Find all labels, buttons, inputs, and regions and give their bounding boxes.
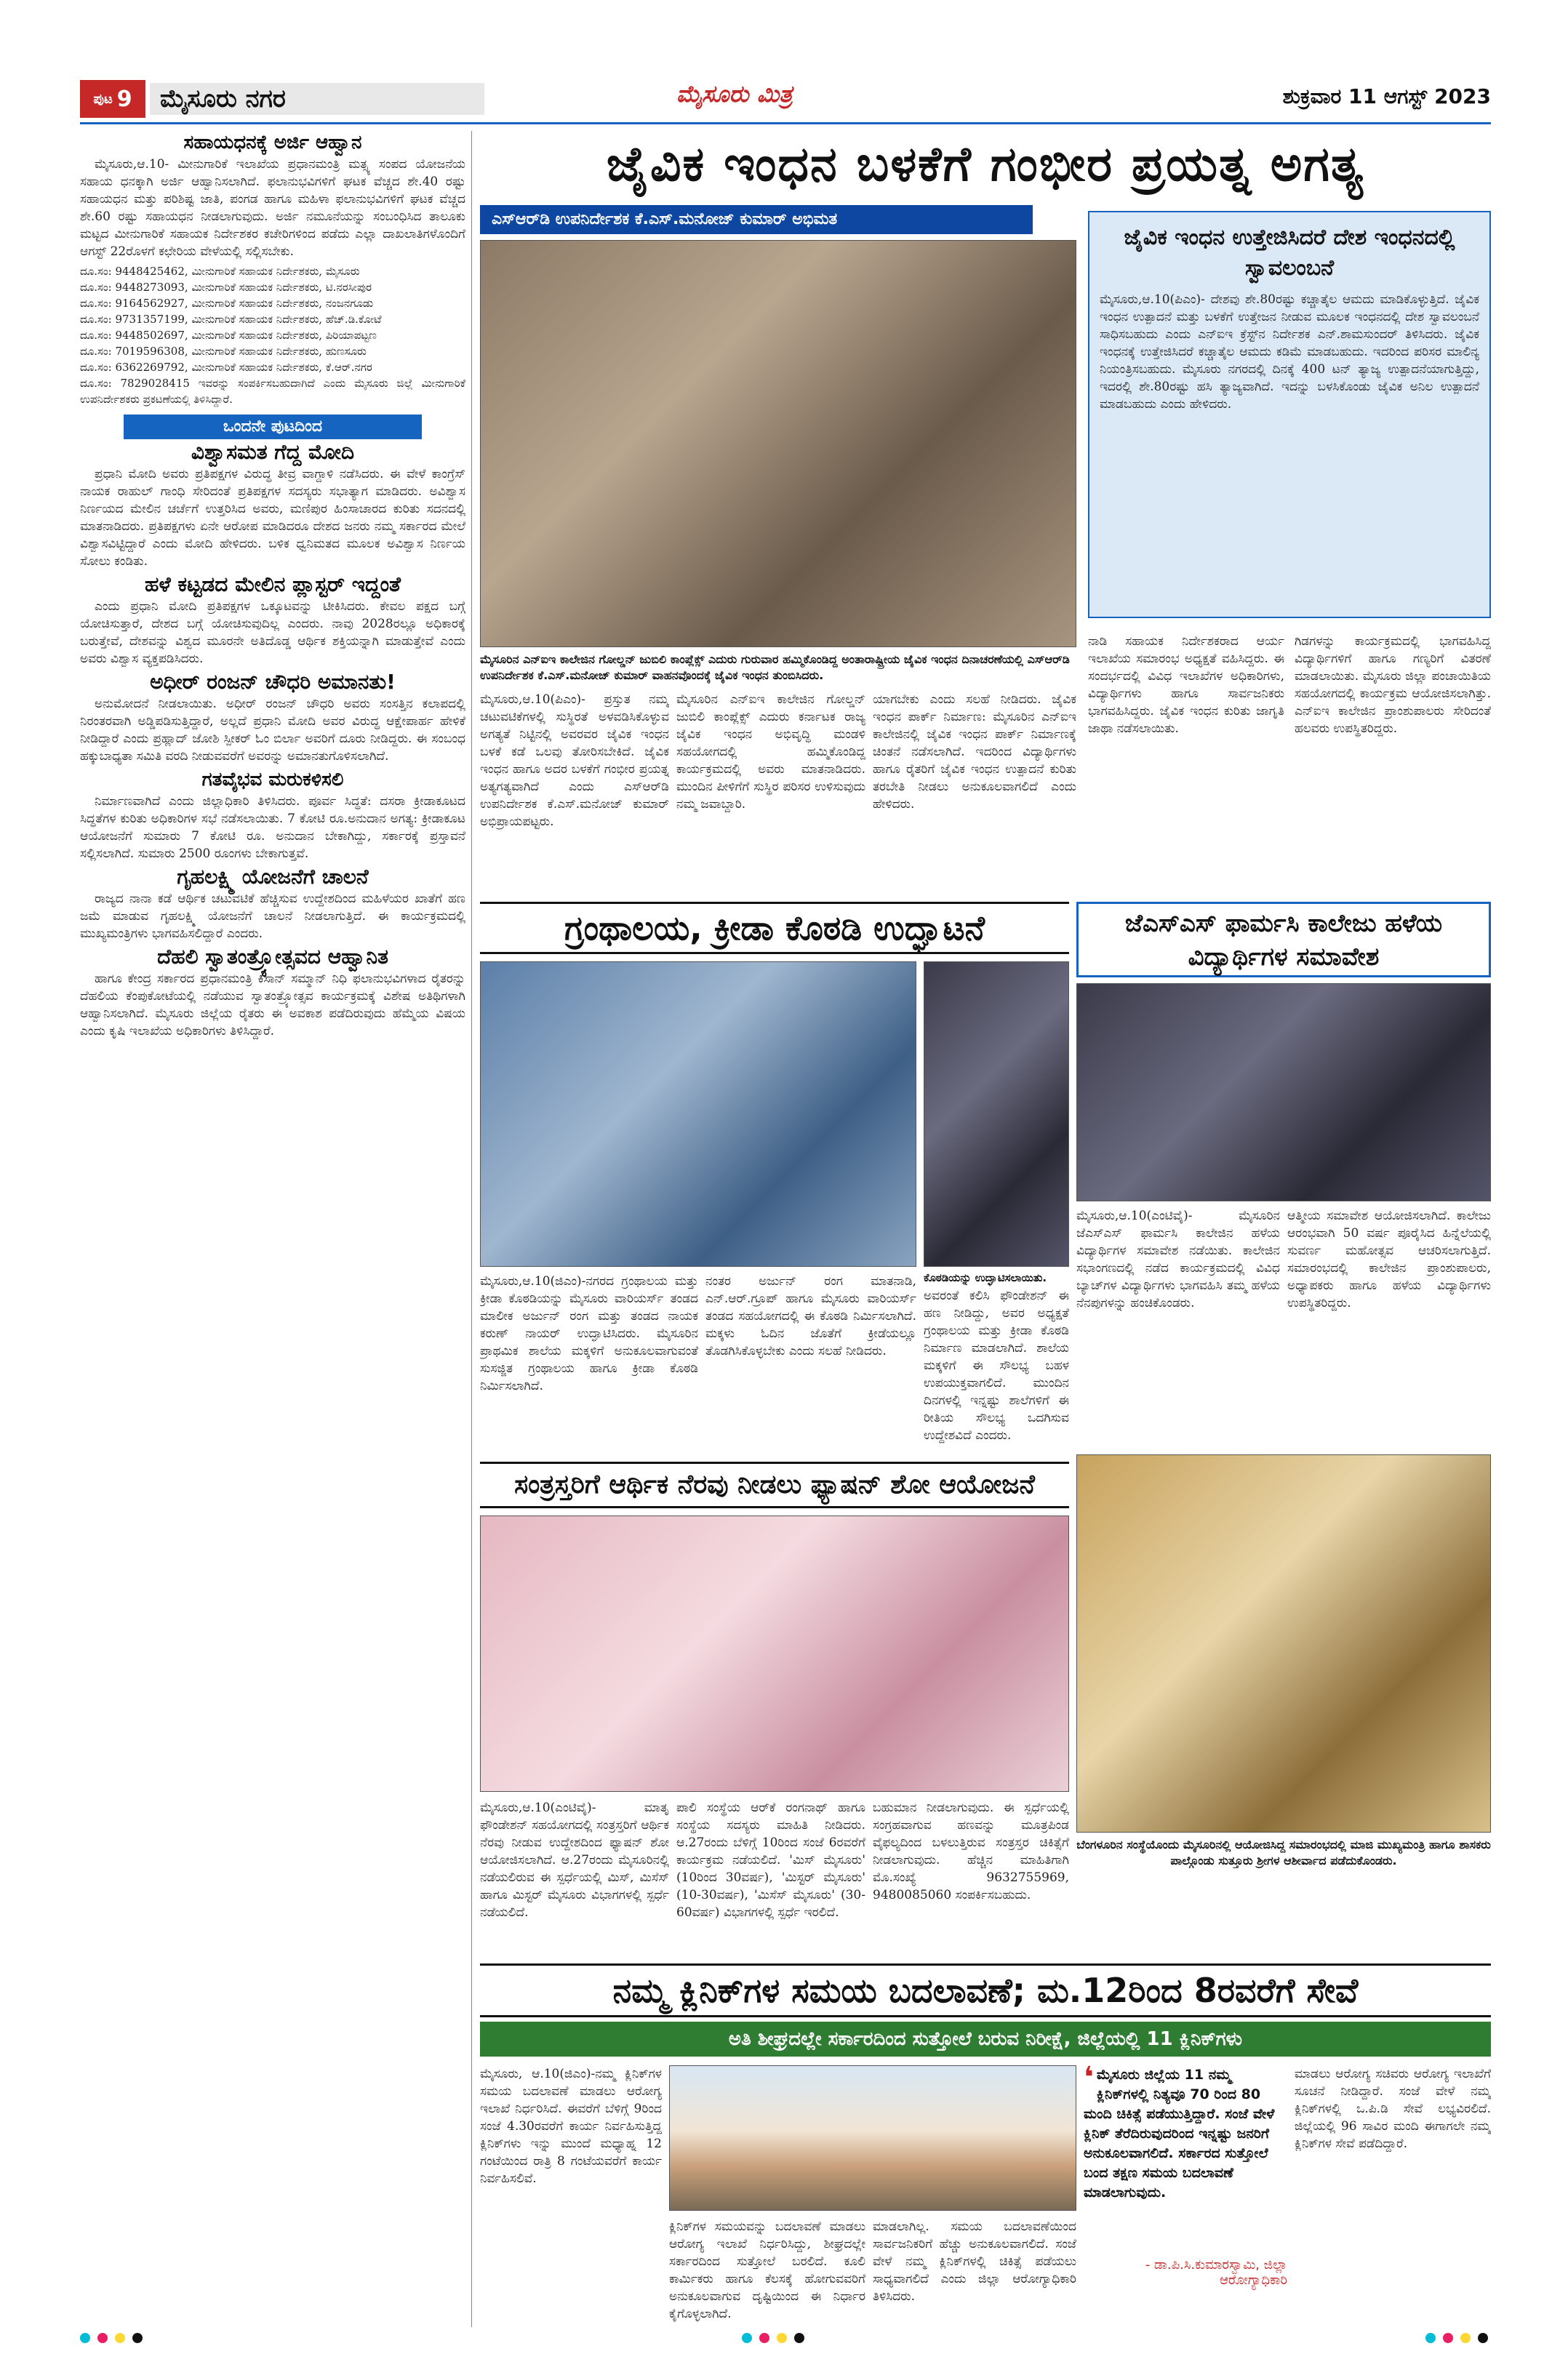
story-body: ಎಂದು ಪ್ರಧಾನಿ ಮೋದಿ ಪ್ರತಿಪಕ್ಷಗಳ ಒಕ್ಕೂಟವನ್ನು ಟೀಕಿಸಿದರು. ಕೇವಲ ಪಕ್ಷದ ಬಗ್ಗೆ ಯೋಚಿಸುತ್ತಾರೆ, ದೇಶದ ಬಗ್ಗೆ ಯೋಚಿಸುವುದಿಲ್ಲ ಎಂದರು. ನಾವು 2028ರಲ್ಲೂ ಅಧಿಕಾರಕ್ಕೆ ಬರುತ್ತೇವೆ, ದೇಶವನ್ನು ವಿಶ್ವದ ಮೂರನೇ ಅತಿದೊಡ್ಡ ಆರ್ಥಿಕ ಶಕ್ತಿಯನ್ನಾಗಿ ಮಾಡುತ್ತೇವೆ ಎಂದು ಅವರು ವಿಶ್ವಾಸ ವ್ಯಕ್ತಪಡಿಸಿದರು. bbox=[80, 599, 465, 666]
cyan-dot bbox=[80, 2333, 90, 2343]
lead-body-col: ಯಾಗಬೇಕು ಎಂದು ಸಲಹೆ ನೀಡಿದರು. ಜೈವಿಕ ಇಂಧನ ಪಾರ್ಕ್ ನಿರ್ಮಾಣ: ಮೈಸೂರಿನ ಎನ್‌ಐಇ ಕಾಲೇಜಿನಲ್ಲಿ ಜೈವಿಕ ಇಂಧನ ಪಾರ್ಕ್ ನಿರ್ಮಾಣಕ್ಕೆ ಚಿಂತನೆ ನಡೆಸಲಾಗಿದೆ. ಇದರಿಂದ ವಿದ್ಯಾರ್ಥಿಗಳು ಹಾಗೂ ರೈತರಿಗೆ ಜೈವಿಕ ಇಂಧನ ಉತ್ಪಾದನೆ ಕುರಿತು ತರಬೇತಿ ನೀಡಲು ಅನುಕೂಲವಾಗಲಿದೆ ಎಂದು ಹೇಳಿದರು. bbox=[873, 692, 1076, 812]
lead-body-col: ನಾಡಿ ಸಹಾಯಕ ನಿರ್ದೇಶಕರಾದ ಆರ್ಯ ಇಲಾಖೆಯ ಸಮಾರಂಭ ಅಧ್ಯಕ್ಷತೆ ವಹಿಸಿದ್ದರು. ಈ ಸಂದರ್ಭದಲ್ಲಿ ವಿವಿಧ ಇಲಾಖೆಗಳ ಅಧಿಕಾರಿಗಳು, ವಿದ್ಯಾರ್ಥಿಗಳು ಹಾಗೂ ಸಾರ್ವಜನಿಕರು ಭಾಗವಹಿಸಿದ್ದರು. ಜೈವಿಕ ಇಂಧನ ಕುರಿತು ಜಾಗೃತಿ ಜಾಥಾ ನಡೆಸಲಾಯಿತು. bbox=[1088, 634, 1284, 736]
story-body: ಪ್ರಧಾನಿ ಮೋದಿ ಅವರು ಪ್ರತಿಪಕ್ಷಗಳ ವಿರುದ್ಧ ತೀವ್ರ ವಾಗ್ದಾಳಿ ನಡೆಸಿದರು. ಈ ವೇಳೆ ಕಾಂಗ್ರೆಸ್ ನಾಯಕ ರಾಹುಲ್ ಗಾಂಧಿ ಸೇರಿದಂತೆ ಪ್ರತಿಪಕ್ಷಗಳ ಸದಸ್ಯರು ಸಭಾತ್ಯಾಗ ಮಾಡಿದರು. ಅವಿಶ್ವಾಸ ನಿರ್ಣಯದ ಮೇಲಿನ ಚರ್ಚೆಗೆ ಉತ್ತರಿಸಿದ ಅವರು, ಮಣಿಪುರ ಹಿಂಸಾಚಾರದ ಕುರಿತು ಸದನದಲ್ಲಿ ಮಾತನಾಡಿದರು. ಪ್ರತಿಪಕ್ಷಗಳು ಏನೇ ಆರೋಪ ಮಾಡಿದರೂ ದೇಶದ ಜನರು ನಮ್ಮ ಸರ್ಕಾರದ ಮೇಲೆ ವಿಶ್ವಾಸವಿಟ್ಟಿದ್ದಾರೆ ಎಂದು ಮೋದಿ ಹೇಳಿದರು. ಬಳಿಕ ಧ್ವನಿಮತದ ಮೂಲಕ ಅವಿಶ್ವಾಸ ನಿರ್ಣಯ ಸೋಲು ಕಂಡಿತು. bbox=[80, 467, 465, 569]
black-dot bbox=[132, 2333, 143, 2343]
print-registration-marks bbox=[1425, 2333, 1488, 2343]
column-divider bbox=[471, 131, 472, 2327]
yellow-dot bbox=[1460, 2333, 1471, 2343]
section-title: ಮೈಸೂರು ನಗರ bbox=[150, 83, 484, 115]
library-body-col: ಮೈಸೂರು,ಆ.10(ಜಿಎಂ)-ನಗರದ ಗ್ರಂಥಾಲಯ ಮತ್ತು ಕ್ರೀಡಾ ಕೊಠಡಿಯನ್ನು ಮೈಸೂರು ವಾರಿಯರ್ಸ್ ತಂಡದ ಮಾಲೀಕ ಅರ್ಜುನ್ ರಂಗ ಮತ್ತು ತಂಡದ ನಾಯಕ ಕರುಣ್ ನಾಯರ್ ಉದ್ಘಾಟಿಸಿದರು. ಮೈಸೂರಿನ ಪ್ರಾಥಮಿಕ ಶಾಲೆಯ ಮಕ್ಕಳಿಗೆ ಅನುಕೂಲವಾಗುವಂತೆ ಸುಸಜ್ಜಿತ ಗ್ರಂಥಾಲಯ ಹಾಗೂ ಕ್ರೀಡಾ ಕೊಠಡಿ ನಿರ್ಮಿಸಲಾಗಿದೆ. bbox=[480, 1274, 698, 1393]
library-photo bbox=[480, 961, 916, 1267]
contact-line: ದೂ.ಸಂ: 9731357199, ಮೀನುಗಾರಿಕೆ ಸಹಾಯಕ ನಿರ್ದೇಶಕರು, ಹೆಚ್.ಡಿ.ಕೋಟೆ bbox=[80, 313, 382, 326]
issue-date: ಶುಕ್ರವಾರ 11 ಆಗಸ್ಟ್ 2023 bbox=[1282, 84, 1491, 108]
story-title: ಸಹಾಯಧನಕ್ಕೆ ಅರ್ಜಿ ಆಹ್ವಾನ bbox=[183, 132, 362, 153]
fashion-body-col: ಬಹುಮಾನ ನೀಡಲಾಗುವುದು. ಈ ಸ್ಪರ್ಧೆಯಲ್ಲಿ ಸಂಗ್ರಹವಾಗುವ ಹಣವನ್ನು ಮೂತ್ರಪಿಂಡ ವೈಫಲ್ಯದಿಂದ ಬಳಲುತ್ತಿರುವ ಸಂತ್ರಸ್ತರ ಚಿಕಿತ್ಸೆಗೆ ನೀಡಲಾಗುವುದು. ಹೆಚ್ಚಿನ ಮಾಹಿತಿಗಾಗಿ ಮೊ.ಸಂಖ್ಯೆ 9632755969, 9480085060 ಸಂಪರ್ಕಿಸಬಹುದು. bbox=[873, 1801, 1069, 1902]
story-title: ಗತವೈಭವ ಮರುಕಳಿಸಲಿ bbox=[201, 769, 344, 790]
story-title: ವಿಶ್ವಾಸಮತ ಗೆದ್ದ ಮೋದಿ bbox=[191, 440, 355, 464]
clinic-headline: ನಮ್ಮ ಕ್ಲಿನಿಕ್‌ಗಳ ಸಮಯ ಬದಲಾವಣೆ; ಮ.12ರಿಂದ 8ರವರೆಗೆ ಸೇವೆ bbox=[480, 1963, 1491, 2017]
lead-headline: ಜೈವಿಕ ಇಂಧನ ಬಳಕೆಗೆ ಗಂಭೀರ ಪ್ರಯತ್ನ ಅಗತ್ಯ bbox=[606, 136, 1365, 192]
column-tag: ಒಂದನೇ ಪುಟದಿಂದ bbox=[124, 415, 422, 439]
story-body: ರಾಜ್ಯದ ನಾನಾ ಕಡೆ ಆರ್ಥಿಕ ಚಟುವಟಿಕೆ ಹೆಚ್ಚಿಸುವ ಉದ್ದೇಶದಿಂದ ಮಹಿಳೆಯರ ಖಾತೆಗೆ ಹಣ ಜಮೆ ಮಾಡುವ ಗೃಹಲಕ್ಷ್ಮಿ ಯೋಜನೆಗೆ ಚಾಲನೆ ನೀಡಲಾಗುತ್ತಿದೆ. ಈ ಕಾರ್ಯಕ್ರಮದಲ್ಲಿ ಮುಖ್ಯಮಂತ್ರಿಗಳು ಭಾಗವಹಿಸಲಿದ್ದಾರೆ ಎಂದರು. bbox=[80, 892, 465, 941]
clinic-body-col: ಮೈಸೂರು, ಆ.10(ಜಿಎಂ)-ನಮ್ಮ ಕ್ಲಿನಿಕ್‌ಗಳ ಸಮಯ ಬದಲಾವಣೆ ಮಾಡಲು ಆರೋಗ್ಯ ಇಲಾಖೆ ನಿರ್ಧರಿಸಿದೆ. ಈವರೆಗೆ ಬೆಳಿಗ್ಗೆ 9ರಿಂದ ಸಂಜೆ 4.30ರವರೆಗೆ ಕಾರ್ಯ ನಿರ್ವಹಿಸುತ್ತಿದ್ದ ಕ್ಲಿನಿಕ್‌ಗಳು ಇನ್ನು ಮುಂದೆ ಮಧ್ಯಾಹ್ನ 12 ಗಂಟೆಯಿಂದ ರಾತ್ರಿ 8 ಗಂಟೆಯವರೆಗೆ ಕಾರ್ಯ ನಿರ್ವಹಿಸಲಿವೆ. bbox=[480, 2067, 662, 2186]
lead-body-col: ಗಿಡಗಳನ್ನು ಕಾರ್ಯಕ್ರಮದಲ್ಲಿ ಭಾಗವಹಿಸಿದ್ದ ವಿದ್ಯಾರ್ಥಿಗಳಿಗೆ ಹಾಗೂ ಗಣ್ಯರಿಗೆ ವಿತರಣೆ ಮಾಡಲಾಯಿತು. ಮೈಸೂರು ಜಿಲ್ಲಾ ಪಂಚಾಯಿತಿಯ ಸಹಯೋಗದಲ್ಲಿ ಕಾರ್ಯಕ್ರಮ ಆಯೋಜಿಸಲಾಗಿತ್ತು. ಎನ್‌ಐಇ ಕಾಲೇಜಿನ ಪ್ರಾಂಶುಪಾಲರು ಸೇರಿದಂತೆ ಹಲವರು ಉಪಸ್ಥಿತರಿದ್ದರು. bbox=[1295, 634, 1491, 736]
clinic-pull-quote bbox=[1084, 2065, 1287, 2254]
contact-list bbox=[80, 263, 465, 407]
sidebar-box bbox=[1088, 211, 1491, 618]
black-dot bbox=[794, 2333, 804, 2343]
quote-signature: - ಡಾ.ಪಿ.ಸಿ.ಕುಮಾರಸ್ವಾಮಿ, ಜಿಲ್ಲಾ ಆರೋಗ್ಯಾಧಿಕಾರಿ bbox=[1145, 2257, 1287, 2288]
jss-caption: ಬೆಂಗಳೂರಿನ ಸಂಸ್ಥೆಯೊಂದು ಮೈಸೂರಿನಲ್ಲಿ ಆಯೋಜಿಸಿದ್ದ ಸಮಾರಂಭದಲ್ಲಿ ಮಾಜಿ ಮುಖ್ಯಮಂತ್ರಿ ಹಾಗೂ ಶಾಸಕರು ಪಾಲ್ಗೊಂಡು ಸುತ್ತೂರು ಶ್ರೀಗಳ ಆಶೀರ್ವಾದ ಪಡೆದುಕೊಂಡರು. bbox=[1076, 1838, 1491, 1867]
story-title: ಅಧೀರ್ ರಂಜನ್ ಚೌಧರಿ ಅಮಾನತು! bbox=[150, 670, 396, 694]
clinic-subheadline: ಅತಿ ಶೀಘ್ರದಲ್ಲೇ ಸರ್ಕಾರದಿಂದ ಸುತ್ತೋಲೆ ಬರುವ ನಿರೀಕ್ಷೆ, ಜಿಲ್ಲೆಯಲ್ಲಿ 11 ಕ್ಲಿನಿಕ್‌ಗಳು bbox=[480, 2022, 1491, 2057]
sidebar-body: ಮೈಸೂರು,ಆ.10(ಪಿಎಂ)- ದೇಶವು ಶೇ.80ರಷ್ಟು ಕಚ್ಚಾತೈಲ ಆಮದು ಮಾಡಿಕೊಳ್ಳುತ್ತಿದೆ. ಜೈವಿಕ ಇಂಧನ ಉತ್ಪಾದನೆ ಮತ್ತು ಬಳಕೆಗೆ ಉತ್ತೇಜನ ನೀಡುವ ಮೂಲಕ ಇಂಧನದಲ್ಲಿ ದೇಶ ಸ್ವಾವಲಂಬನೆ ಸಾಧಿಸಬಹುದು ಎಂದು ಎನ್‌ಐಇ ಕ್ರೆಸ್ಟ್‌ನ ನಿರ್ದೇಶಕ ಎನ್.ಶಾಮಸುಂದರ್ ತಿಳಿಸಿದರು. ಜೈವಿಕ ಇಂಧನಕ್ಕೆ ಉತ್ತೇಜಿಸಿದರೆ ಕಚ್ಚಾತೈಲ ಆಮದು ಕಡಿಮೆ ಮಾಡಬಹುದು. ಇದರಿಂದ ಪರಿಸರ ಮಾಲಿನ್ಯ ನಿಯಂತ್ರಿಸಬಹುದು. ಮೈಸೂರು ನಗರದಲ್ಲಿ ದಿನಕ್ಕೆ 400 ಟನ್ ತ್ಯಾಜ್ಯ ಉತ್ಪಾದನೆಯಾಗುತ್ತಿದ್ದು, ಇದರಲ್ಲಿ ಶೇ.80ರಷ್ಟು ಹಸಿ ತ್ಯಾಜ್ಯವಾಗಿದೆ. ಇದನ್ನು ಬಳಸಿಕೊಂಡು ಜೈವಿಕ ಅನಿಲ ಉತ್ಪಾದನೆ ಮಾಡಬಹುದು ಎಂದು ಹೇಳಿದರು. bbox=[1100, 292, 1479, 412]
library-photo-side bbox=[924, 961, 1069, 1267]
jss-photo bbox=[1076, 983, 1491, 1201]
lead-byline: ಎಸ್‌ಆರ್‌ಡಿ ಉಪನಿರ್ದೇಶಕ ಕೆ.ಎಸ್.ಮನೋಜ್ ಕುಮಾರ್ ಅಭಿಮತ bbox=[480, 205, 1033, 234]
quote-mark-icon: ❛ bbox=[1084, 2065, 1094, 2094]
print-registration-marks bbox=[80, 2333, 143, 2343]
cyan-dot bbox=[1425, 2333, 1436, 2343]
clinic-body-col: ಕ್ಲಿನಿಕ್‌ಗಳ ಸಮಯವನ್ನು ಬದಲಾವಣೆ ಮಾಡಲು ಆರೋಗ್ಯ ಇಲಾಖೆ ನಿರ್ಧರಿಸಿದ್ದು, ಶೀಘ್ರದಲ್ಲೇ ಸರ್ಕಾರದಿಂದ ಸುತ್ತೋಲೆ ಬರಲಿದೆ. ಕೂಲಿ ಕಾರ್ಮಿಕರು ಹಾಗೂ ಕೆಲಸಕ್ಕೆ ಹೋಗುವವರಿಗೆ ಅನುಕೂಲವಾಗುವ ದೃಷ್ಟಿಯಿಂದ ಈ ನಿರ್ಧಾರ ಕೈಗೊಳ್ಳಲಾಗಿದೆ. bbox=[669, 2219, 865, 2321]
jss-body-col: ಮೈಸೂರು,ಆ.10(ಎಂಟಿವೈ)- ಮೈಸೂರಿನ ಜೆಎಸ್‌ಎಸ್ ಫಾರ್ಮಸಿ ಕಾಲೇಜಿನ ಹಳೆಯ ವಿದ್ಯಾರ್ಥಿಗಳ ಸಮಾವೇಶ ನಡೆಯಿತು. ಕಾಲೇಜಿನ ಸಭಾಂಗಣದಲ್ಲಿ ನಡೆದ ಕಾರ್ಯಕ್ರಮದಲ್ಲಿ ವಿವಿಧ ಬ್ಯಾಚ್‌ಗಳ ವಿದ್ಯಾರ್ಥಿಗಳು ಭಾಗವಹಿಸಿ ತಮ್ಮ ಹಳೆಯ ನೆನಪುಗಳನ್ನು ಹಂಚಿಕೊಂಡರು. bbox=[1076, 1209, 1280, 1310]
story-body: ನಿರ್ಮಾಣವಾಗಿದೆ ಎಂದು ಜಿಲ್ಲಾಧಿಕಾರಿ ತಿಳಿಸಿದರು. ಪೂರ್ವ ಸಿದ್ಧತೆ: ದಸರಾ ಕ್ರೀಡಾಕೂಟದ ಸಿದ್ಧತೆಗಳ ಕುರಿತು ಅಧಿಕಾರಿಗಳ ಸಭೆ ನಡೆಸಲಾಯಿತು. 7 ಕೋಟಿ ರೂ.ಅನುದಾನ ಅಗತ್ಯ: ಕ್ರೀಡಾಕೂಟ ಆಯೋಜನೆಗೆ ಸುಮಾರು 7 ಕೋಟಿ ರೂ. ಅನುದಾನ ಬೇಕಾಗಿದ್ದು, ಸರ್ಕಾರಕ್ಕೆ ಪ್ರಸ್ತಾವನೆ ಸಲ್ಲಿಸಲಾಗಿದೆ. ಸುಮಾರು 2500 ರೂಂಗಳು ಬೇಕಾಗುತ್ತವೆ. bbox=[80, 794, 465, 861]
sidebar-title: ಜೈವಿಕ ಇಂಧನ ಉತ್ತೇಜಿಸಿದರೆ ದೇಶ ಇಂಧನದಲ್ಲಿ ಸ್ವಾವಲಂಬನೆ bbox=[1124, 225, 1455, 281]
clinic-photo bbox=[669, 2065, 1076, 2211]
story-body: ಹಾಗೂ ಕೇಂದ್ರ ಸರ್ಕಾರದ ಪ್ರಧಾನಮಂತ್ರಿ ಕಿಸಾನ್ ಸಮ್ಮಾನ್ ನಿಧಿ ಫಲಾನುಭವಿಗಳಾದ ರೈತರನ್ನು ದೆಹಲಿಯ ಕೆಂಪುಕೋಟೆಯಲ್ಲಿ ನಡೆಯುವ ಸ್ವಾತಂತ್ರ್ಯೋತ್ಸವ ಕಾರ್ಯಕ್ರಮಕ್ಕೆ ವಿಶೇಷ ಅತಿಥಿಗಳಾಗಿ ಆಹ್ವಾನಿಸಲಾಗಿದೆ. ಮೈಸೂರು ಜಿಲ್ಲೆಯ ರೈತರು ಈ ಅವಕಾಶ ಪಡೆದಿರುವುದು ಹೆಮ್ಮೆಯ ವಿಷಯ ಎಂದು ಕೃಷಿ ಇಲಾಖೆಯ ಅಧಿಕಾರಿಗಳು ತಿಳಿಸಿದ್ದಾರೆ. bbox=[80, 972, 465, 1038]
fashion-body-col: ಪಾಲಿ ಸಂಸ್ಥೆಯ ಆರ್‌ಕೆ ರಂಗನಾಥ್ ಹಾಗೂ ಸಂಸ್ಥೆಯ ಸದಸ್ಯರು ಮಾಹಿತಿ ನೀಡಿದರು. ಆ.27ರಂದು ಬೆಳಿಗ್ಗೆ 10ರಿಂದ ಸಂಜೆ 6ರವರೆಗೆ ಕಾರ್ಯಕ್ರಮ ನಡೆಯಲಿದೆ. 'ಮಿಸ್ ಮೈಸೂರು' (10ರಿಂದ 30ವರ್ಷ), 'ಮಿಸ್ಟರ್ ಮೈಸೂರು' (10-30ವರ್ಷ), 'ಮಿಸೆಸ್ ಮೈಸೂರು' (30-60ವರ್ಷ) ವಿಭಾಗಗಳಲ್ಲಿ ಸ್ಪರ್ಧೆ ಇರಲಿದೆ. bbox=[676, 1801, 865, 1920]
black-dot bbox=[1478, 2333, 1488, 2343]
left-column bbox=[80, 131, 465, 2313]
fashion-headline: ಸಂತ್ರಸ್ತರಿಗೆ ಆರ್ಥಿಕ ನೆರವು ನೀಡಲು ಫ್ಯಾಷನ್ ಶೋ ಆಯೋಜನೆ bbox=[480, 1462, 1069, 1508]
lead-body-col: ಮೈಸೂರು,ಆ.10(ಪಿಎಂ)- ಪ್ರಸ್ತುತ ನಮ್ಮ ಚಟುವಟಿಕೆಗಳಲ್ಲಿ ಸುಸ್ಥಿರತೆ ಅಳವಡಿಸಿಕೊಳ್ಳುವ ಅಗತ್ಯತೆ ನಿಟ್ಟಿನಲ್ಲಿ ಅವರವರ ಜೈವಿಕ ಇಂಧನ ಬಳಕೆ ಕಡೆ ಒಲವು ತೋರಿಸಬೇಕಿದೆ. ಜೈವಿಕ ಇಂಧನ ಹಾಗೂ ಅದರ ಬಳಕೆಗೆ ಗಂಭೀರ ಪ್ರಯತ್ನ ಅತ್ಯಗತ್ಯವಾಗಿದೆ ಎಂದು ಎಸ್‌ಆರ್‌ಡಿ ಉಪನಿರ್ದೇಶಕ ಕೆ.ಎಸ್.ಮನೋಜ್ ಕುಮಾರ್ ಅಭಿಪ್ರಾಯಪಟ್ಟರು. bbox=[480, 692, 669, 829]
contact-line: ದೂ.ಸಂ: 7829028415 ಇವರನ್ನು ಸಂಪರ್ಕಿಸಬಹುದಾಗಿದೆ ಎಂದು ಮೈಸೂರು ಜಿಲ್ಲೆ ಮೀನುಗಾರಿಕೆ ಉಪನಿರ್ದೇಶಕರು ಪ್ರಕಟಣೆಯಲ್ಲಿ ತಿಳಿಸಿದ್ದಾರೆ. bbox=[80, 377, 465, 406]
print-registration-marks bbox=[742, 2333, 804, 2343]
story-body: ಮೈಸೂರು,ಆ.10- ಮೀನುಗಾರಿಕೆ ಇಲಾಖೆಯ ಪ್ರಧಾನಮಂತ್ರಿ ಮತ್ಸ್ಯ ಸಂಪದ ಯೋಜನೆಯ ಸಹಾಯ ಧನಕ್ಕಾಗಿ ಅರ್ಜಿ ಆಹ್ವಾನಿಸಲಾಗಿದೆ. ಫಲಾನುಭವಿಗಳಿಗೆ ಘಟಕ ವೆಚ್ಚದ ಶೇ.40 ರಷ್ಟು ಸಹಾಯಧನ ಮತ್ತು ಪರಿಶಿಷ್ಟ ಜಾತಿ, ಪಂಗಡ ಹಾಗೂ ಮಹಿಳಾ ಫಲಾನುಭವಿಗಳಿಗೆ ಘಟಕ ವೆಚ್ಚದ ಶೇ.60 ರಷ್ಟು ಸಹಾಯಧನ ನೀಡಲಾಗುವುದು. ಅರ್ಜಿ ನಮೂನೆಯನ್ನು ಸಂಬಂಧಿಸಿದ ತಾಲೂಕು ಮಟ್ಟದ ಮೀನುಗಾರಿಕೆ ಸಹಾಯಕ ನಿರ್ದೇಶಕರ ಕಚೇರಿಗಳಿಂದ ಪಡೆದು ಎಲ್ಲಾ ದಾಖಲಾತಿಗಳೊಂದಿಗೆ ಆಗಸ್ಟ್ 22ರೊಳಗೆ ಕಛೇರಿಯ ವೇಳೆಯಲ್ಲಿ ಸಲ್ಲಿಸಬೇಕು. bbox=[80, 157, 465, 259]
story-title: ಹಳೆ ಕಟ್ಟಡದ ಮೇಲಿನ ಪ್ಲಾಸ್ಟರ್ ಇದ್ದಂತೆ bbox=[145, 572, 401, 596]
story-title: ದೆಹಲಿ ಸ್ವಾತಂತ್ರ್ಯೋತ್ಸವದ ಆಹ್ವಾನಿತ bbox=[157, 945, 388, 969]
jss-body-col: ಆತ್ಮೀಯ ಸಮಾವೇಶ ಆಯೋಜಿಸಲಾಗಿದೆ. ಕಾಲೇಜು ಆರಂಭವಾಗಿ 50 ವರ್ಷ ಪೂರೈಸಿದ ಹಿನ್ನೆಲೆಯಲ್ಲಿ ಸುವರ್ಣ ಮಹೋತ್ಸವ ಆಚರಿಸಲಾಗುತ್ತಿದೆ. ಸಮಾರಂಭದಲ್ಲಿ ಕಾಲೇಜಿನ ಪ್ರಾಂಶುಪಾಲರು, ಅಧ್ಯಾಪಕರು ಹಾಗೂ ಹಳೆಯ ವಿದ್ಯಾರ್ಥಿಗಳು ಉಪಸ್ಥಿತರಿದ್ದರು. bbox=[1287, 1209, 1491, 1310]
page-label: ಪುಟ bbox=[93, 91, 113, 107]
library-body-col: ಅವರಂತೆ ಕಲಿಸಿ ಫೌಂಡೇಶನ್ ಈ ಹಣ ನೀಡಿದ್ದು, ಅವರ ಅಧ್ಯಕ್ಷತೆ ಗ್ರಂಥಾಲಯ ಮತ್ತು ಕ್ರೀಡಾ ಕೊಠಡಿ ನಿರ್ಮಾಣ ಮಾಡಲಾಗಿದೆ. ಶಾಲೆಯ ಮಕ್ಕಳಿಗೆ ಈ ಸೌಲಭ್ಯ ಬಹಳ ಉಪಯುಕ್ತವಾಗಲಿದೆ. ಮುಂದಿನ ದಿನಗಳಲ್ಲಿ ಇನ್ನಷ್ಟು ಶಾಲೆಗಳಿಗೆ ಈ ರೀತಿಯ ಸೌಲಭ್ಯ ಒದಗಿಸುವ ಉದ್ದೇಶವಿದೆ ಎಂದರು. bbox=[924, 1289, 1069, 1443]
magenta-dot bbox=[1443, 2333, 1453, 2343]
contact-line: ದೂ.ಸಂ: 9448273093, ಮೀನುಗಾರಿಕೆ ಸಹಾಯಕ ನಿರ್ದೇಶಕರು, ಟಿ.ನರಸೀಪುರ bbox=[80, 281, 372, 294]
library-body-col: ನಂತರ ಅರ್ಜುನ್ ರಂಗ ಮಾತನಾಡಿ, ಎನ್.ಆರ್.ಗ್ರೂಪ್ ಹಾಗೂ ಮೈಸೂರು ವಾರಿಯರ್ಸ್ ತಂಡದ ಸಹಯೋಗದಲ್ಲಿ ಈ ಕೊಠಡಿ ನಿರ್ಮಿಸಲಾಗಿದೆ. ಮಕ್ಕಳು ಓದಿನ ಜೊತೆಗೆ ಕ್ರೀಡೆಯಲ್ಲೂ ತೊಡಗಿಸಿಕೊಳ್ಳಬೇಕು ಎಂದು ಸಲಹೆ ನೀಡಿದರು. bbox=[705, 1274, 916, 1358]
jss-headline-box bbox=[1076, 902, 1491, 977]
fashion-body-col: ಮೈಸೂರು,ಆ.10(ಎಂಟಿವೈ)- ಮಾತೃ ಫೌಂಡೇಶನ್ ಸಹಯೋಗದಲ್ಲಿ ಸಂತ್ರಸ್ತರಿಗೆ ಆರ್ಥಿಕ ನೆರವು ನೀಡುವ ಉದ್ದೇಶದಿಂದ ಫ್ಯಾಷನ್ ಶೋ ಆಯೋಜಿಸಲಾಗಿದೆ. ಆ.27ರಂದು ಮೈಸೂರಿನಲ್ಲಿ ನಡೆಯಲಿರುವ ಈ ಸ್ಪರ್ಧೆಯಲ್ಲಿ ಮಿಸ್, ಮಿಸೆಸ್ ಹಾಗೂ ಮಿಸ್ಟರ್ ಮೈಸೂರು ವಿಭಾಗಗಳಲ್ಲಿ ಸ್ಪರ್ಧೆ ನಡೆಯಲಿದೆ. bbox=[480, 1801, 669, 1920]
lead-photo-caption: ಮೈಸೂರಿನ ಎನ್‌ಐಇ ಕಾಲೇಜಿನ ಗೋಲ್ಡನ್ ಜುಬಿಲಿ ಕಾಂಪ್ಲೆಕ್ಸ್ ಎದುರು ಗುರುವಾರ ಹಮ್ಮಿಕೊಂಡಿದ್ದ ಅಂತಾರಾಷ್ಟ್ರೀಯ ಜೈವಿಕ ಇಂಧನ ದಿನಾಚರಣೆಯಲ್ಲಿ ಎಸ್‌ಆರ್‌ಡಿ ಉಪನಿರ್ದೇಶಕ ಕೆ.ಎಸ್.ಮನೋಜ್ ಕುಮಾರ್ ವಾಹನವೊಂದಕ್ಕೆ ಜೈವಿಕ ಇಂಧನ ತುಂಬಿಸಿದರು. bbox=[480, 652, 1070, 682]
clinic-body-col: ಮಾಡಲು ಆರೋಗ್ಯ ಸಚಿವರು ಆರೋಗ್ಯ ಇಲಾಖೆಗೆ ಸೂಚನೆ ನೀಡಿದ್ದಾರೆ. ಸಂಜೆ ವೇಳೆ ನಮ್ಮ ಕ್ಲಿನಿಕ್‌ಗಳಲ್ಲಿ ಒ.ಪಿ.ಡಿ ಸೇವೆ ಲಭ್ಯವಿರಲಿದೆ. ಜಿಲ್ಲೆಯಲ್ಲಿ 96 ಸಾವಿರ ಮಂದಿ ಈಗಾಗಲೇ ನಮ್ಮ ಕ್ಲಿನಿಕ್‌ಗಳ ಸೇವೆ ಪಡೆದಿದ್ದಾರೆ. bbox=[1295, 2067, 1491, 2151]
page-number: 9 bbox=[116, 86, 132, 112]
masthead-rule bbox=[80, 122, 1491, 124]
story-title: ಗೃಹಲಕ್ಷ್ಮಿ ಯೋಜನೆಗೆ ಚಾಲನೆ bbox=[177, 865, 369, 889]
contact-line: ದೂ.ಸಂ: 9448425462, ಮೀನುಗಾರಿಕೆ ಸಹಾಯಕ ನಿರ್ದೇಶಕರು, ಮೈಸೂರು bbox=[80, 265, 360, 278]
library-headline: ಗ್ರಂಥಾಲಯ, ಕ್ರೀಡಾ ಕೊಠಡಿ ಉದ್ಘಾಟನೆ bbox=[480, 902, 1069, 954]
newspaper-brand: ಮೈಸೂರು ಮಿತ್ರ bbox=[676, 80, 793, 108]
story-body: ಅನುಮೋದನೆ ನೀಡಲಾಯಿತು. ಅಧೀರ್ ರಂಜನ್ ಚೌಧರಿ ಅವರು ಸಂಸತ್ತಿನ ಕಲಾಪದಲ್ಲಿ ನಿರಂತರವಾಗಿ ಅಡ್ಡಿಪಡಿಸುತ್ತಿದ್ದಾರೆ, ಅಲ್ಲದೆ ಪ್ರಧಾನಿ ಮೋದಿ ಅವರ ವಿರುದ್ಧ ಆಕ್ಷೇಪಾರ್ಹ ಹೇಳಿಕೆ ನೀಡಿದ್ದಾರೆ ಎಂದು ಪ್ರಹ್ಲಾದ್ ಜೋಶಿ ಸ್ಪೀಕರ್ ಓಂ ಬಿರ್ಲಾ ಅವರಿಗೆ ದೂರು ನೀಡಿದ್ದರು. ಈ ಸಂಬಂಧ ಹಕ್ಕುಬಾಧ್ಯತಾ ಸಮಿತಿ ವರದಿ ನೀಡುವವರೆಗೆ ಅವರನ್ನು ಅಮಾನತುಗೊಳಿಸಲಾಗಿದೆ. bbox=[80, 697, 465, 764]
clinic-body-col: ಮಾಡಲಾಗಿಲ್ಲ. ಸಮಯ ಬದಲಾವಣೆಯಿಂದ ಸಾರ್ವಜನಿಕರಿಗೆ ಹೆಚ್ಚು ಅನುಕೂಲವಾಗಲಿದೆ. ಸಂಜೆ ವೇಳೆ ನಮ್ಮ ಕ್ಲಿನಿಕ್‌ಗಳಲ್ಲಿ ಚಿಕಿತ್ಸೆ ಪಡೆಯಲು ಸಾಧ್ಯವಾಗಲಿದೆ ಎಂದು ಜಿಲ್ಲಾ ಆರೋಗ್ಯಾಧಿಕಾರಿ ತಿಳಿಸಿದರು. bbox=[873, 2219, 1076, 2304]
fashion-photo bbox=[480, 1516, 1069, 1792]
contact-line: ದೂ.ಸಂ: 9164562927, ಮೀನುಗಾರಿಕೆ ಸಹಾಯಕ ನಿರ್ದೇಶಕರು, ನಂಜನಗೂಡು bbox=[80, 297, 374, 310]
cyan-dot bbox=[742, 2333, 752, 2343]
contact-line: ದೂ.ಸಂ: 6362269792, ಮೀನುಗಾರಿಕೆ ಸಹಾಯಕ ನಿರ್ದೇಶಕರು, ಕೆ.ಆರ್.ನಗರ bbox=[80, 361, 372, 374]
jss-headline: ಜೆಎಸ್‌ಎಸ್ ಫಾರ್ಮಸಿ ಕಾಲೇಜು ಹಳೆಯ ವಿದ್ಯಾರ್ಥಿಗಳ ಸಮಾವೇಶ bbox=[1124, 909, 1443, 972]
masthead bbox=[80, 80, 1491, 118]
magenta-dot bbox=[759, 2333, 769, 2343]
yellow-dot bbox=[777, 2333, 787, 2343]
page-number-badge bbox=[80, 80, 145, 118]
magenta-dot bbox=[97, 2333, 108, 2343]
jss-second-photo bbox=[1076, 1454, 1491, 1833]
library-caption: ಕೊಠಡಿಯನ್ನು ಉದ್ಘಾಟಿಸಲಾಯಿತು. bbox=[924, 1271, 1047, 1284]
contact-line: ದೂ.ಸಂ: 7019596308, ಮೀನುಗಾರಿಕೆ ಸಹಾಯಕ ನಿರ್ದೇಶಕರು, ಹುಣಸೂರು bbox=[80, 345, 367, 358]
quote-text: ಮೈಸೂರು ಜಿಲ್ಲೆಯ 11 ನಮ್ಮ ಕ್ಲಿನಿಕ್‌ಗಳಲ್ಲಿ ನಿತ್ಯವೂ 70 ರಿಂದ 80 ಮಂದಿ ಚಿಕಿತ್ಸೆ ಪಡೆಯುತ್ತಿದ್ದಾರೆ. ಸಂಜೆ ವೇಳೆ ಕ್ಲಿನಿಕ್ ತೆರೆದಿರುವುದರಿಂದ ಇನ್ನಷ್ಟು ಜನರಿಗೆ ಅನುಕೂಲವಾಗಲಿದೆ. ಸರ್ಕಾರದ ಸುತ್ತೋಲೆ ಬಂದ ತಕ್ಷಣ ಸಮಯ ಬದಲಾವಣೆ ಮಾಡಲಾಗುವುದು. bbox=[1084, 2067, 1275, 2201]
contact-line: ದೂ.ಸಂ: 9448502697, ಮೀನುಗಾರಿಕೆ ಸಹಾಯಕ ನಿರ್ದೇಶಕರು, ಪಿರಿಯಾಪಟ್ಟಣ bbox=[80, 329, 377, 342]
lead-body-col: ಮೈಸೂರಿನ ಎನ್‌ಐಇ ಕಾಲೇಜಿನ ಗೋಲ್ಡನ್ ಜುಬಿಲಿ ಕಾಂಪ್ಲೆಕ್ಸ್ ಎದುರು ಕರ್ನಾಟಕ ರಾಜ್ಯ ಜೈವಿಕ ಇಂಧನ ಅಭಿವೃದ್ಧಿ ಮಂಡಳಿ ಸಹಯೋಗದಲ್ಲಿ ಹಮ್ಮಿಕೊಂಡಿದ್ದ ಕಾರ್ಯಕ್ರಮದಲ್ಲಿ ಅವರು ಮಾತನಾಡಿದರು. ಮುಂದಿನ ಪೀಳಿಗೆಗೆ ಸುಸ್ಥಿರ ಪರಿಸರ ಉಳಿಸುವುದು ನಮ್ಮ ಜವಾಬ್ದಾರಿ. bbox=[676, 692, 865, 812]
yellow-dot bbox=[115, 2333, 125, 2343]
lead-photo bbox=[480, 240, 1076, 647]
